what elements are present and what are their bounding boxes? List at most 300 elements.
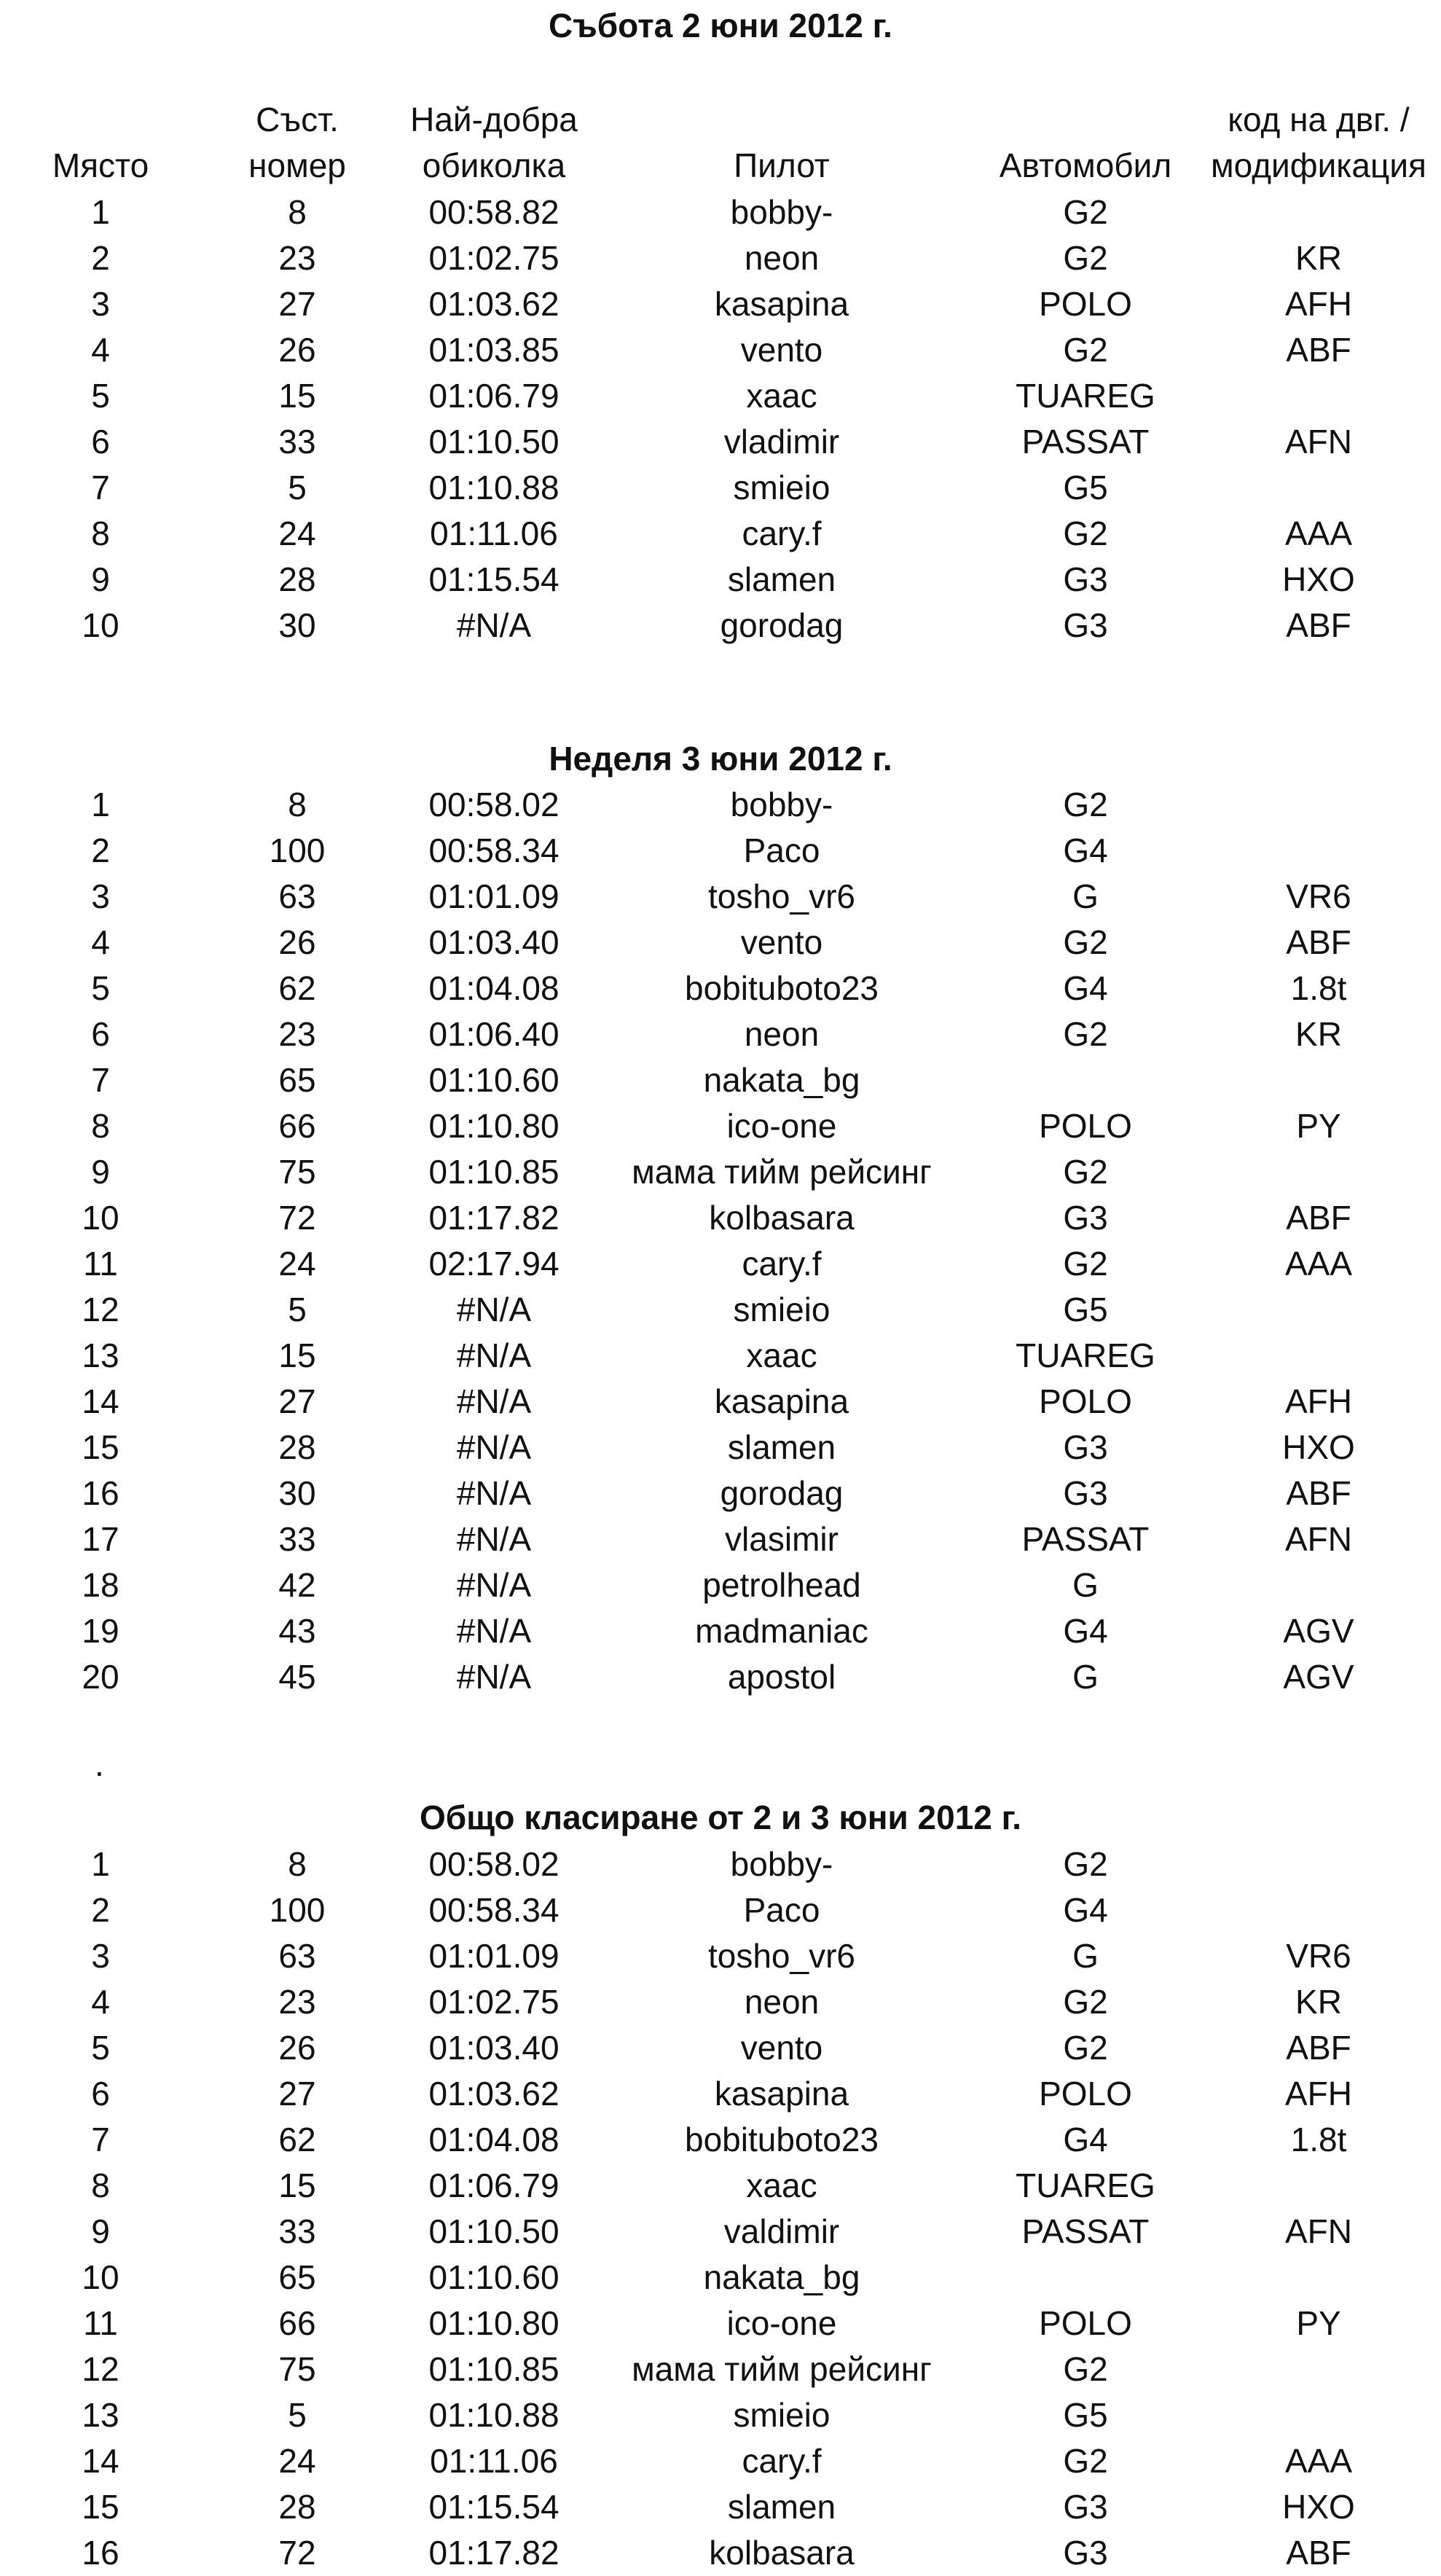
cell-car: G (1072, 1658, 1099, 1696)
cell-place: 8 (91, 514, 110, 552)
cell-pilot: madmaniac (695, 1612, 868, 1650)
cell-best-lap: 01:17.82 (428, 2534, 559, 2572)
table-row (0, 2117, 1441, 2163)
cell-best-lap: 01:10.88 (428, 2396, 559, 2434)
cell-pilot: neon (744, 1015, 820, 1053)
cell-engine-code: VR6 (1286, 1937, 1351, 1975)
cell-car: G (1072, 877, 1099, 915)
cell-pilot: nakata_bg (703, 2258, 860, 2296)
table-row (0, 1195, 1441, 1241)
table-row (0, 235, 1441, 281)
table-row (0, 2025, 1441, 2071)
cell-engine-code: VR6 (1286, 877, 1351, 915)
cell-car: G3 (1063, 1199, 1108, 1237)
cell-engine-code: AFN (1285, 2212, 1352, 2250)
cell-car: G3 (1063, 2488, 1108, 2526)
cell-number: 24 (278, 1245, 316, 1283)
cell-best-lap: 01:10.50 (428, 423, 559, 461)
cell-engine-code: ABF (1286, 923, 1351, 961)
cell-number: 8 (288, 786, 307, 823)
cell-best-lap: 01:06.79 (428, 377, 559, 415)
cell-engine-code: ABF (1286, 606, 1351, 644)
cell-pilot: vento (740, 923, 823, 961)
table-row (0, 465, 1441, 511)
cell-best-lap: 01:06.79 (428, 2166, 559, 2204)
cell-engine-code: KR (1295, 239, 1342, 277)
cell-car: POLO (1039, 2075, 1132, 2113)
cell-place: 5 (91, 969, 110, 1007)
cell-best-lap: 01:10.80 (428, 2304, 559, 2342)
cell-engine-code: PY (1296, 1107, 1341, 1145)
cell-best-lap: #N/A (456, 1291, 532, 1328)
table-row (0, 511, 1441, 557)
cell-number: 8 (288, 1845, 307, 1883)
table-row (0, 2346, 1441, 2392)
cell-place: 18 (82, 1566, 119, 1604)
cell-car: POLO (1039, 1107, 1132, 1145)
cell-number: 43 (278, 1612, 316, 1650)
cell-best-lap: #N/A (456, 1566, 532, 1604)
cell-number: 8 (288, 193, 307, 231)
cell-number: 100 (269, 831, 326, 869)
cell-pilot: xaac (746, 1336, 817, 1374)
cell-car: G4 (1063, 1612, 1108, 1650)
cell-best-lap: #N/A (456, 1428, 532, 1466)
table-row (0, 1654, 1441, 1700)
cell-number: 28 (278, 1428, 316, 1466)
cell-car: G2 (1063, 193, 1108, 231)
cell-number: 26 (278, 331, 316, 369)
cell-best-lap: 01:01.09 (428, 1937, 559, 1975)
cell-place: 7 (91, 2121, 110, 2158)
table-row (0, 1241, 1441, 1287)
cell-car: G2 (1063, 2350, 1108, 2388)
cell-number: 65 (278, 1061, 316, 1099)
cell-engine-code: KR (1295, 1983, 1342, 2021)
cell-place: 10 (82, 1199, 119, 1237)
cell-engine-code: AAA (1284, 2442, 1353, 2480)
cell-number: 26 (278, 2029, 316, 2067)
header-engine: модификация (1211, 146, 1426, 184)
cell-best-lap: 00:58.82 (428, 193, 559, 231)
cell-car: G2 (1063, 239, 1108, 277)
cell-number: 62 (278, 969, 316, 1007)
cell-pilot: ico-one (726, 2304, 837, 2342)
cell-number: 15 (278, 2166, 316, 2204)
cell-number: 24 (278, 2442, 316, 2480)
section-title-sunday: Неделя 3 юни 2012 г. (549, 740, 892, 778)
cell-best-lap: 01:03.40 (428, 2029, 559, 2067)
cell-pilot: xaac (746, 2166, 817, 2204)
cell-number: 63 (278, 1937, 316, 1975)
cell-engine-code: ABF (1286, 1474, 1351, 1512)
cell-pilot: vladimir (723, 423, 840, 461)
cell-pilot: ico-one (726, 1107, 837, 1145)
cell-place: 2 (91, 831, 110, 869)
cell-pilot: apostol (727, 1658, 836, 1696)
cell-number: 23 (278, 1983, 316, 2021)
cell-place: 4 (91, 923, 110, 961)
cell-best-lap: #N/A (456, 1336, 532, 1374)
cell-best-lap: 01:10.88 (428, 469, 559, 506)
cell-place: 11 (83, 2304, 118, 2342)
cell-pilot: мама тийм рейсинг (632, 2350, 932, 2388)
cell-best-lap: 01:11.06 (430, 2442, 558, 2480)
cell-best-lap: 01:10.80 (428, 1107, 559, 1145)
cell-pilot: cary.f (742, 2442, 822, 2480)
cell-engine-code: AGV (1283, 1658, 1354, 1696)
cell-car: PASSAT (1021, 423, 1150, 461)
cell-pilot: tosho_vr6 (707, 1937, 855, 1975)
cell-place: 15 (82, 2488, 119, 2526)
cell-place: 16 (82, 1474, 119, 1512)
cell-place: 5 (91, 2029, 110, 2067)
cell-place: 5 (91, 377, 110, 415)
cell-number: 30 (278, 1474, 316, 1512)
cell-pilot: cary.f (742, 1245, 822, 1283)
table-row (0, 2163, 1441, 2209)
cell-engine-code: AFN (1285, 423, 1352, 461)
table-row (0, 189, 1441, 235)
cell-pilot: bobby- (730, 1845, 833, 1883)
cell-best-lap: #N/A (456, 1612, 532, 1650)
cell-pilot: slamen (727, 560, 836, 598)
cell-place: 7 (91, 469, 110, 506)
cell-place: 4 (91, 331, 110, 369)
table-row (0, 603, 1441, 649)
cell-place: 1 (91, 786, 110, 823)
cell-best-lap: 01:15.54 (428, 2488, 559, 2526)
table-row (0, 2209, 1441, 2255)
cell-car: G3 (1063, 560, 1108, 598)
cell-place: 4 (91, 1983, 110, 2021)
header-row-line2 (0, 143, 1441, 189)
cell-engine-code: ABF (1286, 2029, 1351, 2067)
cell-car: POLO (1039, 285, 1132, 323)
cell-best-lap: 01:10.85 (428, 2350, 559, 2388)
cell-car: G5 (1063, 2396, 1108, 2434)
table-row (0, 1471, 1441, 1516)
cell-best-lap: 00:58.34 (428, 1891, 559, 1929)
cell-best-lap: 01:02.75 (428, 239, 559, 277)
cell-engine-code: AAA (1284, 514, 1353, 552)
cell-place: 15 (82, 1428, 119, 1466)
cell-number: 45 (278, 1658, 316, 1696)
cell-number: 5 (288, 469, 307, 506)
cell-best-lap: #N/A (456, 1658, 532, 1696)
cell-number: 75 (278, 2350, 316, 2388)
cell-pilot: kasapina (714, 2075, 849, 2113)
cell-car: G2 (1063, 1845, 1108, 1883)
cell-best-lap: 01:01.09 (428, 877, 559, 915)
table-row (0, 1103, 1441, 1149)
cell-car: TUAREG (1016, 2166, 1155, 2204)
cell-number: 23 (278, 239, 316, 277)
cell-car: G3 (1063, 2534, 1108, 2572)
cell-pilot: bobby- (730, 193, 833, 231)
header-lap: обиколка (422, 146, 566, 184)
cell-car: G4 (1063, 1891, 1108, 1929)
cell-pilot: smieio (733, 2396, 831, 2434)
cell-number: 72 (278, 1199, 316, 1237)
table-row (0, 2484, 1441, 2530)
cell-place: 2 (91, 239, 110, 277)
table-row (0, 1608, 1441, 1654)
cell-engine-code: ABF (1286, 331, 1351, 369)
cell-number: 33 (278, 423, 316, 461)
cell-car: PASSAT (1021, 2212, 1150, 2250)
cell-place: 3 (91, 1937, 110, 1975)
table-row (0, 2392, 1441, 2438)
cell-best-lap: 00:58.02 (428, 786, 559, 823)
cell-pilot: kasapina (714, 1382, 849, 1420)
table-row (0, 1979, 1441, 2025)
cell-pilot: gorodag (720, 1474, 844, 1512)
cell-pilot: Paco (743, 1891, 820, 1929)
cell-place: 2 (91, 1891, 110, 1929)
cell-number: 42 (278, 1566, 316, 1604)
cell-car: G2 (1063, 1015, 1108, 1053)
table-row (0, 1841, 1441, 1887)
cell-engine-code: AGV (1283, 1612, 1354, 1650)
cell-car: G2 (1063, 923, 1108, 961)
table-row (0, 828, 1441, 874)
cell-place: 1 (91, 1845, 110, 1883)
cell-place: 9 (91, 1153, 110, 1191)
cell-car: G3 (1063, 1474, 1108, 1512)
cell-pilot: Paco (743, 831, 820, 869)
table-row (0, 419, 1441, 465)
cell-pilot: bobituboto23 (684, 969, 879, 1007)
table-row (0, 1057, 1441, 1103)
table-row (0, 1516, 1441, 1562)
separator-mark: . (95, 1745, 104, 1783)
table-row (0, 1379, 1441, 1425)
cell-number: 62 (278, 2121, 316, 2158)
cell-engine-code: 1.8t (1290, 2121, 1347, 2158)
cell-place: 13 (82, 1336, 119, 1374)
cell-number: 66 (278, 2304, 316, 2342)
cell-place: 6 (91, 2075, 110, 2113)
table-row (0, 1011, 1441, 1057)
cell-number: 15 (278, 377, 316, 415)
cell-place: 14 (82, 1382, 119, 1420)
cell-pilot: vento (740, 331, 823, 369)
cell-number: 33 (278, 2212, 316, 2250)
cell-best-lap: 01:03.62 (428, 285, 559, 323)
table-row (0, 1149, 1441, 1195)
cell-car: PASSAT (1021, 1520, 1150, 1558)
cell-number: 72 (278, 2534, 316, 2572)
cell-number: 15 (278, 1336, 316, 1374)
cell-pilot: nakata_bg (703, 1061, 860, 1099)
cell-best-lap: 01:03.40 (428, 923, 559, 961)
cell-pilot: kolbasara (709, 1199, 855, 1237)
cell-car: G2 (1063, 2442, 1108, 2480)
table-row (0, 782, 1441, 828)
cell-number: 24 (278, 514, 316, 552)
cell-best-lap: 01:04.08 (428, 2121, 559, 2158)
cell-best-lap: #N/A (456, 1520, 532, 1558)
cell-place: 1 (91, 193, 110, 231)
cell-car: G3 (1063, 606, 1108, 644)
cell-pilot: kasapina (714, 285, 849, 323)
cell-car: G2 (1063, 1245, 1108, 1283)
cell-engine-code: AFN (1285, 1520, 1352, 1558)
cell-engine-code: AFH (1285, 1382, 1352, 1420)
cell-place: 9 (91, 560, 110, 598)
cell-best-lap: 01:10.85 (428, 1153, 559, 1191)
table-row (0, 1287, 1441, 1333)
table-row (0, 1887, 1441, 1933)
cell-place: 16 (82, 2534, 119, 2572)
cell-pilot: slamen (727, 1428, 836, 1466)
cell-place: 6 (91, 423, 110, 461)
table-row (0, 281, 1441, 327)
cell-number: 5 (288, 1291, 307, 1328)
table-row (0, 966, 1441, 1011)
cell-best-lap: 01:10.60 (428, 2258, 559, 2296)
cell-car: G3 (1063, 1428, 1108, 1466)
table-row (0, 2255, 1441, 2301)
cell-engine-code: AFH (1285, 285, 1352, 323)
table-row (0, 557, 1441, 603)
section-title-overall: Общо класиране от 2 и 3 юни 2012 г. (420, 1798, 1021, 1836)
cell-best-lap: 01:15.54 (428, 560, 559, 598)
cell-place: 8 (91, 2166, 110, 2204)
cell-number: 5 (288, 2396, 307, 2434)
cell-number: 63 (278, 877, 316, 915)
table-row (0, 2301, 1441, 2346)
cell-place: 12 (82, 2350, 119, 2388)
cell-engine-code: 1.8t (1290, 969, 1347, 1007)
cell-car: POLO (1039, 1382, 1132, 1420)
cell-car: G4 (1063, 831, 1108, 869)
cell-pilot: мама тийм рейсинг (632, 1153, 932, 1191)
cell-place: 3 (91, 877, 110, 915)
cell-car: G2 (1063, 1153, 1108, 1191)
cell-car: POLO (1039, 2304, 1132, 2342)
cell-place: 20 (82, 1658, 119, 1696)
cell-pilot: gorodag (720, 606, 844, 644)
cell-best-lap: #N/A (456, 1474, 532, 1512)
table-row (0, 1425, 1441, 1471)
cell-place: 10 (82, 606, 119, 644)
cell-best-lap: 01:10.50 (428, 2212, 559, 2250)
cell-place: 7 (91, 1061, 110, 1099)
cell-pilot: bobby- (730, 786, 833, 823)
cell-pilot: bobituboto23 (684, 2121, 879, 2158)
cell-number: 28 (278, 2488, 316, 2526)
cell-number: 100 (269, 1891, 326, 1929)
header-place: Място (52, 146, 149, 184)
cell-number: 33 (278, 1520, 316, 1558)
cell-place: 13 (82, 2396, 119, 2434)
cell-pilot: smieio (733, 469, 831, 506)
header-engine-l1: код на двг. / (1228, 101, 1410, 138)
cell-pilot: tosho_vr6 (707, 877, 855, 915)
table-row (0, 1333, 1441, 1379)
cell-pilot: valdimir (723, 2212, 840, 2250)
cell-place: 19 (82, 1612, 119, 1650)
cell-pilot: slamen (727, 2488, 836, 2526)
header-row-line1 (0, 97, 1441, 143)
cell-best-lap: 01:03.62 (428, 2075, 559, 2113)
cell-pilot: neon (744, 1983, 820, 2021)
table-row (0, 327, 1441, 373)
cell-number: 75 (278, 1153, 316, 1191)
header-lap-l1: Най-добра (410, 101, 578, 138)
cell-place: 11 (83, 1245, 118, 1283)
cell-pilot: vento (740, 2029, 823, 2067)
cell-pilot: xaac (746, 377, 817, 415)
header-pilot: Пилот (734, 146, 830, 184)
cell-place: 10 (82, 2258, 119, 2296)
cell-car: G2 (1063, 786, 1108, 823)
cell-pilot: smieio (733, 1291, 831, 1328)
cell-best-lap: #N/A (456, 606, 532, 644)
cell-pilot: vlasimir (725, 1520, 839, 1558)
cell-best-lap: #N/A (456, 1382, 532, 1420)
table-row (0, 2530, 1441, 2576)
cell-car: TUAREG (1016, 1336, 1155, 1374)
cell-car: G2 (1063, 514, 1108, 552)
table-row (0, 373, 1441, 419)
section-title-saturday: Събота 2 юни 2012 г. (549, 7, 892, 44)
cell-car: G2 (1063, 331, 1108, 369)
cell-best-lap: 01:04.08 (428, 969, 559, 1007)
table-row (0, 1933, 1441, 1979)
cell-place: 9 (91, 2212, 110, 2250)
cell-number: 27 (278, 285, 316, 323)
cell-car: G5 (1063, 469, 1108, 506)
cell-engine-code: AFH (1285, 2075, 1352, 2113)
cell-engine-code: ABF (1286, 2534, 1351, 2572)
table-row (0, 2071, 1441, 2117)
cell-car: G2 (1063, 2029, 1108, 2067)
cell-best-lap: 01:03.85 (428, 331, 559, 369)
cell-pilot: kolbasara (709, 2534, 855, 2572)
cell-place: 17 (82, 1520, 119, 1558)
cell-number: 66 (278, 1107, 316, 1145)
cell-engine-code: PY (1296, 2304, 1341, 2342)
cell-engine-code: HXO (1282, 1428, 1355, 1466)
cell-car: G2 (1063, 1983, 1108, 2021)
cell-pilot: neon (744, 239, 820, 277)
cell-place: 3 (91, 285, 110, 323)
cell-best-lap: 01:17.82 (428, 1199, 559, 1237)
header-number: номер (248, 146, 346, 184)
cell-number: 28 (278, 560, 316, 598)
cell-engine-code: HXO (1282, 2488, 1355, 2526)
cell-best-lap: 00:58.02 (428, 1845, 559, 1883)
cell-number: 26 (278, 923, 316, 961)
table-row (0, 920, 1441, 966)
table-row (0, 874, 1441, 920)
cell-car: G (1072, 1566, 1099, 1604)
cell-car: G5 (1063, 1291, 1108, 1328)
cell-car: TUAREG (1016, 377, 1155, 415)
cell-pilot: cary.f (742, 514, 822, 552)
cell-number: 27 (278, 2075, 316, 2113)
cell-best-lap: 01:10.60 (428, 1061, 559, 1099)
cell-number: 30 (278, 606, 316, 644)
cell-car: G4 (1063, 2121, 1108, 2158)
cell-pilot: petrolhead (702, 1566, 861, 1604)
table-row (0, 1562, 1441, 1608)
cell-car: G (1072, 1937, 1099, 1975)
header-number-l1: Съст. (256, 101, 339, 138)
